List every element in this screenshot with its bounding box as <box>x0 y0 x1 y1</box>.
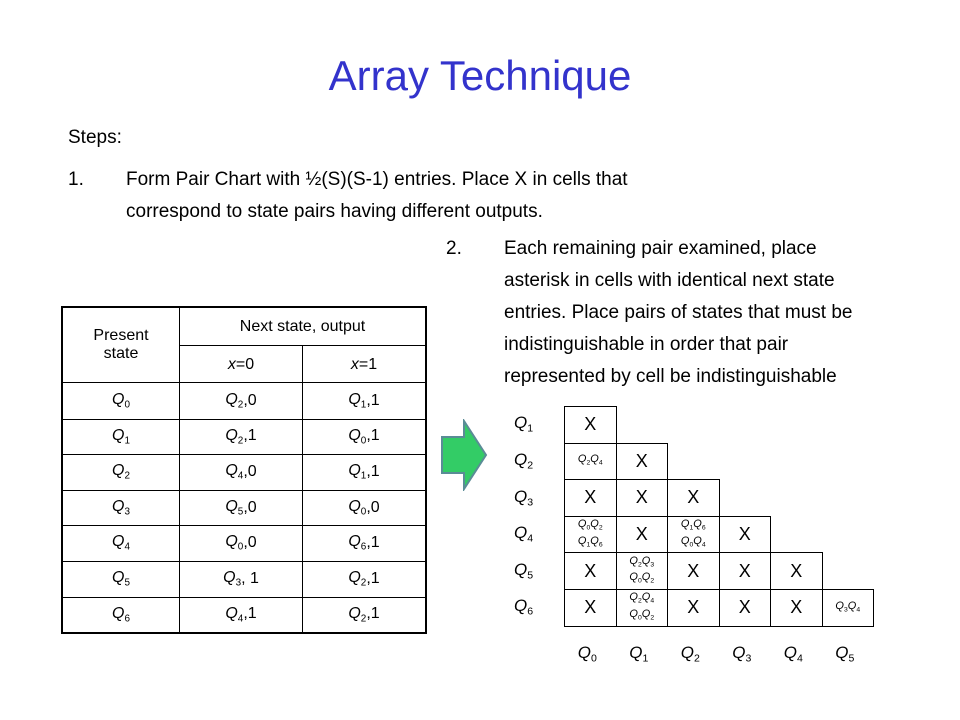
output: ,0 <box>243 498 257 516</box>
table-cell-x0 <box>180 383 302 419</box>
present-state: $Q_5$ <box>112 569 130 589</box>
output: ,0 <box>243 462 257 480</box>
pair-cell-x: X <box>719 589 772 627</box>
pair-cell-x: X <box>616 516 669 554</box>
pair-state: $Q_0$ <box>629 607 642 622</box>
pair-cell-x: X <box>564 552 617 590</box>
pair-state: $Q_1$ <box>577 534 591 548</box>
next-state: $Q_5$ <box>225 497 244 518</box>
column-label: $Q_5$ <box>835 643 855 665</box>
step-1-line-1: Form Pair Chart with ½(S)(S-1) entries. Place X in cells that <box>126 169 628 190</box>
step-2-line-1: Each remaining pair examined, place <box>504 238 817 259</box>
slide-title: Array Technique <box>328 52 632 99</box>
output: ,1 <box>366 605 380 623</box>
pair-cell-implied <box>616 589 669 627</box>
output: ,0 <box>366 498 380 516</box>
pair-state: $Q_6$ <box>590 534 603 548</box>
table-cell-x1 <box>303 419 425 455</box>
column-label: $Q_4$ <box>783 643 803 665</box>
pair-cell-x: X <box>616 443 669 481</box>
pair-state: $Q_2$ <box>641 607 655 622</box>
pair-cell-implied <box>564 516 617 554</box>
row-label: $Q_4$ <box>514 523 534 545</box>
next-state: $Q_1$ <box>348 462 367 482</box>
pair-cell-x: X <box>770 589 823 627</box>
row-label: $Q_5$ <box>514 559 534 582</box>
state-table <box>61 306 427 634</box>
output: ,1 <box>366 534 380 552</box>
present-state: $Q_1$ <box>112 426 130 447</box>
table-cell-present <box>63 454 179 490</box>
table-cell-present <box>63 597 179 633</box>
pair-cell-x: X <box>719 552 772 590</box>
table-cell-x1 <box>303 597 425 633</box>
pair-state: $Q_3$ <box>835 599 848 613</box>
column-label: $Q_0$ <box>577 643 597 665</box>
table-cell-present <box>63 490 179 526</box>
next-state: $Q_0$ <box>225 533 244 553</box>
next-state: $Q_2$ <box>348 604 367 625</box>
column-label: $Q_3$ <box>732 643 752 665</box>
row-label: $Q_3$ <box>514 486 534 509</box>
next-state: $Q_3$ <box>223 569 242 589</box>
step-1-text <box>126 164 806 228</box>
table-cell-x1 <box>303 525 425 561</box>
output: , 1 <box>241 569 259 587</box>
pair-cell-implied <box>564 443 617 481</box>
present-state: $Q_6$ <box>112 604 130 625</box>
pair-cell-x: X <box>667 552 720 590</box>
next-state: $Q_2$ <box>225 391 244 411</box>
pair-cell-implied <box>616 552 669 590</box>
header-present-line-1: Present <box>93 327 149 344</box>
right-arrow-icon <box>440 419 488 491</box>
x1-value: =1 <box>358 355 378 373</box>
table-cell-x0 <box>180 419 302 455</box>
table-cell-x0 <box>180 561 302 597</box>
x0-value: =0 <box>235 355 255 373</box>
table-cell-x1 <box>303 490 425 526</box>
table-cell-x1 <box>303 561 425 597</box>
x1-variable: x <box>350 355 359 373</box>
present-state: $Q_0$ <box>112 391 130 411</box>
step-2-line-4: indistinguishable in order that pair <box>504 334 789 355</box>
pair-cell-implied <box>822 589 875 627</box>
step-2-line-3: entries. Place pairs of states that must be <box>504 302 853 323</box>
table-cell-present <box>63 419 179 455</box>
row-label: $Q_2$ <box>514 449 534 472</box>
row-label: $Q_6$ <box>514 596 534 618</box>
table-cell-present <box>63 383 179 419</box>
table-cell-present <box>63 525 179 561</box>
steps-label: Steps: <box>68 127 122 148</box>
output: ,1 <box>366 391 380 409</box>
table-cell-x1 <box>303 383 425 419</box>
pair-state: $Q_0$ <box>577 518 591 532</box>
next-state: $Q_0$ <box>348 497 367 518</box>
column-label: $Q_1$ <box>629 643 649 665</box>
output: ,1 <box>243 605 257 623</box>
pair-state: $Q_4$ <box>641 591 655 605</box>
table-cell-x0 <box>180 597 302 633</box>
pair-state: $Q_2$ <box>629 554 642 569</box>
table-divider <box>63 490 425 491</box>
header-present-state <box>63 308 179 382</box>
output: ,1 <box>366 569 380 587</box>
table-divider <box>63 454 425 455</box>
pair-state: $Q_4$ <box>693 534 706 548</box>
pair-cell-x: X <box>564 479 617 517</box>
step-1-number: 1. <box>68 169 84 190</box>
output: ,1 <box>366 427 380 445</box>
pair-state: $Q_2$ <box>641 571 655 585</box>
step-2-line-5: represented by cell be indistinguishable <box>504 366 837 387</box>
header-x1 <box>303 346 425 383</box>
table-divider <box>63 525 425 526</box>
present-state: $Q_3$ <box>112 497 130 518</box>
pair-cell-x: X <box>667 589 720 627</box>
table-divider <box>179 345 425 346</box>
present-state: $Q_4$ <box>112 533 130 553</box>
column-label: $Q_2$ <box>680 643 700 665</box>
output: ,0 <box>243 534 257 552</box>
output: ,1 <box>366 462 380 480</box>
step-1-line-2: correspond to state pairs having different outputs. <box>126 201 543 222</box>
next-state: $Q_2$ <box>225 426 244 447</box>
step-2-text <box>504 233 960 393</box>
next-state: $Q_1$ <box>348 391 367 411</box>
pair-cell-x: X <box>564 406 617 444</box>
pair-state: $Q_3$ <box>641 554 655 569</box>
table-divider <box>63 561 425 562</box>
table-cell-x1 <box>303 454 425 490</box>
next-state: $Q_0$ <box>348 426 367 447</box>
pair-state: $Q_4$ <box>847 599 861 613</box>
pair-state: $Q_2$ <box>577 453 591 467</box>
step-2-number: 2. <box>446 238 462 259</box>
next-state: $Q_2$ <box>348 569 367 589</box>
pair-state: $Q_2$ <box>629 591 642 605</box>
table-cell-x0 <box>180 525 302 561</box>
pair-state: $Q_0$ <box>629 571 642 585</box>
table-cell-x0 <box>180 490 302 526</box>
pair-cell-x: X <box>667 479 720 517</box>
table-cell-present <box>63 561 179 597</box>
pair-state: $Q_0$ <box>680 534 694 548</box>
header-next-state: Next state, output <box>239 317 366 335</box>
row-label: $Q_1$ <box>514 413 534 435</box>
next-state: $Q_4$ <box>225 462 244 482</box>
pair-state: $Q_1$ <box>680 518 694 532</box>
step-2-line-2: asterisk in cells with identical next state <box>504 270 835 291</box>
output: ,0 <box>243 391 257 409</box>
pair-state: $Q_2$ <box>590 518 603 532</box>
present-state: $Q_2$ <box>112 462 130 482</box>
header-present-line-2: state <box>103 345 139 362</box>
table-cell-x0 <box>180 454 302 490</box>
x0-variable: x <box>227 355 236 373</box>
pair-cell-x: X <box>616 479 669 517</box>
pair-cell-x: X <box>564 589 617 627</box>
next-state: $Q_6$ <box>348 533 367 553</box>
pair-cell-x: X <box>719 516 772 554</box>
pair-cell-x: X <box>770 552 823 590</box>
pair-state: $Q_6$ <box>693 518 706 532</box>
table-divider <box>63 419 425 420</box>
pair-cell-implied <box>667 516 720 554</box>
pair-state: $Q_4$ <box>590 453 603 467</box>
output: ,1 <box>243 427 257 445</box>
next-state: $Q_4$ <box>225 604 244 625</box>
table-divider <box>63 597 425 598</box>
header-x0 <box>180 346 302 383</box>
